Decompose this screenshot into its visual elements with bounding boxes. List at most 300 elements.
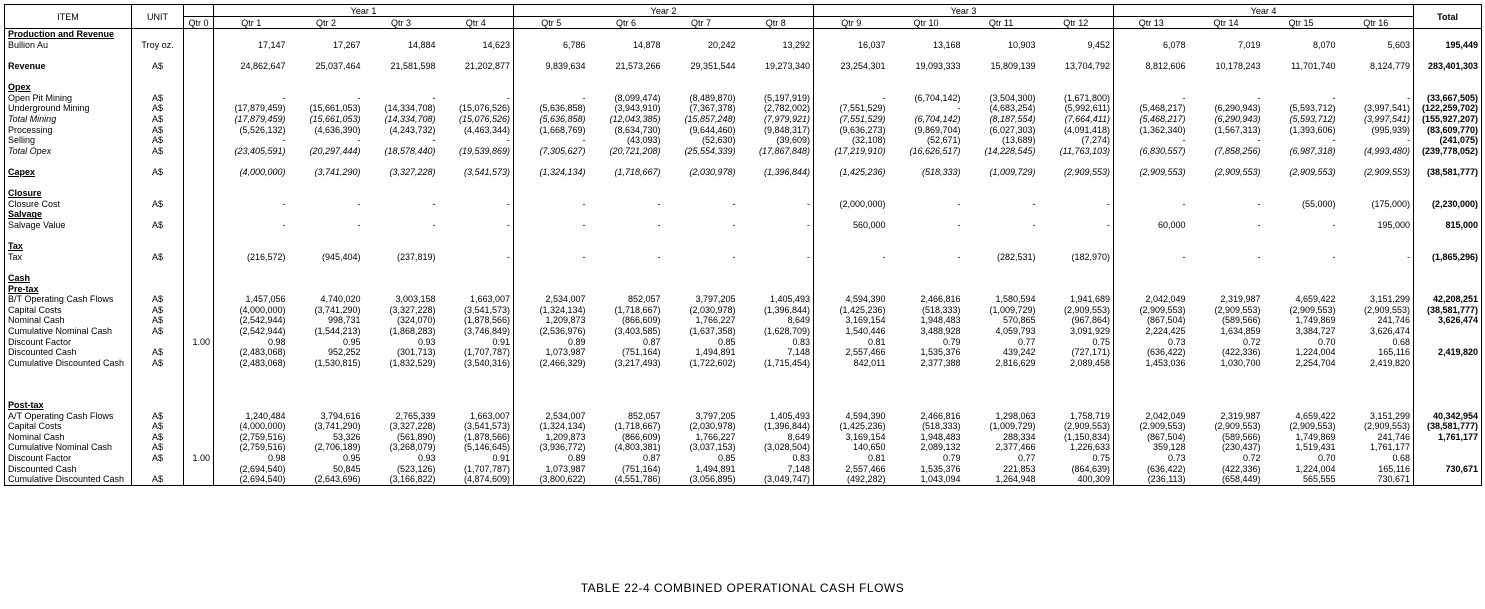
table-row: [5, 368, 1482, 379]
value-cell: -: [357, 92, 361, 103]
value-cell: [1339, 389, 1414, 400]
value-cell: 0.85: [717, 453, 736, 464]
value-cell: [1039, 230, 1114, 241]
value-cell: [439, 71, 514, 82]
value-cell: 2,042,049: [1145, 294, 1186, 305]
qtr0-cell: [184, 389, 214, 400]
value-cell: [1189, 379, 1264, 390]
value-cell: [1264, 389, 1339, 400]
value-cell: [589, 29, 664, 40]
value-cell: [364, 50, 439, 61]
value-cell: (7,305,627): [539, 145, 586, 156]
value-cell: (3,746,849): [439, 326, 514, 337]
value-cell: (3,800,622): [514, 474, 589, 485]
value-cell: (1,324,134): [539, 304, 586, 315]
value-cell: 4,594,390: [845, 410, 886, 421]
row-label: Processing: [5, 124, 132, 135]
value-cell: -: [439, 135, 514, 146]
row-unit: [132, 400, 184, 411]
row-label: [5, 368, 132, 379]
value-cell: [439, 82, 514, 93]
item-header: ITEM: [5, 5, 132, 29]
value-cell: [889, 209, 964, 220]
value-cell: (2,909,553): [1039, 167, 1114, 178]
value-cell: 1,519,431: [1295, 442, 1336, 453]
value-cell: [889, 273, 964, 284]
value-cell: -: [957, 103, 961, 114]
value-cell: (3,541,573): [439, 304, 514, 315]
value-cell: [739, 262, 814, 273]
value-cell: (518,333): [922, 304, 961, 315]
table-row: [5, 251, 1482, 262]
value-cell: 0.98: [267, 453, 286, 464]
value-cell: (15,076,526): [439, 114, 514, 125]
qtr0-cell: [184, 251, 214, 262]
value-cell: [289, 82, 364, 93]
value-cell: (2,909,553): [1139, 167, 1186, 178]
value-cell: [589, 283, 664, 294]
value-cell: [1189, 273, 1264, 284]
value-cell: (4,551,786): [589, 474, 664, 485]
row-unit: A$: [132, 357, 184, 368]
qtr0-cell: [184, 421, 214, 432]
value-cell: [364, 241, 439, 252]
value-cell: [964, 283, 1039, 294]
value-cell: (3,166,822): [364, 474, 439, 485]
value-cell: 24,862,647: [240, 61, 286, 72]
value-cell: (1,868,283): [389, 325, 436, 336]
quarter-header: Qtr 14: [1189, 17, 1264, 29]
value-cell: [664, 156, 739, 167]
value-cell: (20,297,444): [309, 145, 361, 156]
value-cell: (3,997,541): [1339, 103, 1414, 114]
value-cell: 165,116: [1339, 463, 1414, 474]
row-label: Opex: [5, 82, 132, 93]
value-cell: (2,706,189): [314, 442, 361, 453]
total-cell: 730,671: [1414, 463, 1482, 474]
value-cell: [814, 156, 889, 167]
value-cell: (561,890): [396, 431, 436, 442]
value-cell: 3,151,299: [1339, 294, 1414, 305]
total-cell: 2,419,820: [1414, 347, 1482, 358]
quarter-header: Qtr 8: [739, 17, 814, 29]
value-cell: [1264, 379, 1339, 390]
value-cell: (3,540,316): [439, 357, 514, 368]
total-cell: [1414, 273, 1482, 284]
value-cell: [1114, 368, 1189, 379]
value-cell: -: [957, 251, 961, 262]
value-cell: [1339, 82, 1414, 93]
qtr0-cell: [184, 50, 214, 61]
value-cell: [214, 29, 289, 40]
total-cell: (83,609,770): [1414, 124, 1482, 135]
value-cell: (3,504,300): [989, 92, 1036, 103]
value-cell: [889, 156, 964, 167]
value-cell: (2,542,944): [239, 325, 286, 336]
value-cell: (6,704,142): [914, 92, 961, 103]
value-cell: (2,909,553): [1289, 304, 1336, 315]
row-unit: [132, 463, 184, 474]
value-cell: 0.89: [567, 336, 586, 347]
value-cell: 21,581,598: [390, 61, 436, 72]
value-cell: (995,939): [1339, 124, 1414, 135]
value-cell: [1039, 71, 1114, 82]
qtr0-cell: [184, 347, 214, 358]
value-cell: (1,671,800): [1039, 93, 1114, 104]
quarter-header: Qtr 5: [514, 17, 589, 29]
value-cell: 1,264,948: [964, 474, 1039, 485]
value-cell: (867,504): [1147, 315, 1186, 326]
value-cell: (15,857,248): [684, 114, 736, 125]
value-cell: -: [1039, 199, 1114, 210]
value-cell: (867,504): [1147, 431, 1186, 442]
value-cell: (727,171): [1039, 347, 1114, 358]
value-cell: 14,623: [439, 40, 514, 51]
value-cell: [1339, 177, 1414, 188]
value-cell: 565,555: [1264, 474, 1339, 485]
value-cell: [589, 262, 664, 273]
year-3-header: Year 3: [814, 5, 1114, 17]
value-cell: (2,030,978): [689, 304, 736, 315]
value-cell: [1114, 177, 1189, 188]
value-cell: -: [582, 198, 586, 209]
value-cell: [889, 283, 964, 294]
value-cell: [1039, 188, 1114, 199]
value-cell: 2,765,339: [395, 410, 436, 421]
value-cell: [289, 273, 364, 284]
value-cell: 14,878: [632, 39, 661, 50]
value-cell: 0.75: [1039, 453, 1114, 464]
value-cell: [439, 368, 514, 379]
value-cell: 730,671: [1339, 474, 1414, 485]
qtr0-year-spacer: [184, 5, 214, 17]
value-cell: 50,845: [332, 463, 361, 474]
value-cell: [964, 379, 1039, 390]
value-cell: 8,649: [739, 315, 814, 326]
value-cell: [889, 29, 964, 40]
value-cell: (2,909,553): [1289, 421, 1336, 432]
value-cell: [889, 368, 964, 379]
total-cell: [1414, 82, 1482, 93]
row-label: Capital Costs: [5, 304, 132, 315]
value-cell: 2,466,816: [920, 410, 961, 421]
value-cell: 11,701,740: [1291, 61, 1336, 72]
value-cell: 2,224,425: [1145, 325, 1186, 336]
value-cell: -: [439, 199, 514, 210]
value-cell: [964, 209, 1039, 220]
value-cell: (1,707,787): [439, 463, 514, 474]
value-cell: [589, 82, 664, 93]
value-cell: [889, 241, 964, 252]
value-cell: [664, 29, 739, 40]
row-label: Open Pit Mining: [5, 93, 132, 104]
row-unit: [132, 368, 184, 379]
quarter-header: Qtr 7: [664, 17, 739, 29]
value-cell: (7,551,529): [839, 114, 886, 125]
row-label: Cash: [5, 273, 132, 284]
quarter-header: Qtr 6: [589, 17, 664, 29]
qtr0-cell: [184, 199, 214, 210]
value-cell: (4,463,344): [439, 124, 514, 135]
value-cell: [514, 177, 589, 188]
value-cell: 1,761,177: [1339, 442, 1414, 453]
total-cell: [1414, 50, 1482, 61]
value-cell: 1,535,376: [920, 463, 961, 474]
value-cell: -: [582, 219, 586, 230]
value-cell: [439, 389, 514, 400]
value-cell: 1,224,004: [1295, 347, 1336, 358]
value-cell: -: [582, 135, 586, 146]
value-cell: [1039, 177, 1114, 188]
value-cell: (6,830,557): [1139, 145, 1186, 156]
value-cell: (2,782,002): [739, 103, 814, 114]
value-cell: [1264, 29, 1339, 40]
value-cell: (7,664,411): [1039, 114, 1114, 125]
value-cell: [1189, 283, 1264, 294]
qtr0-cell: [184, 474, 214, 485]
quarter-header: Qtr 1: [214, 17, 289, 29]
value-cell: (3,028,504): [739, 442, 814, 453]
total-cell: [1414, 379, 1482, 390]
row-label: Discounted Cash: [5, 347, 132, 358]
year-2-header: Year 2: [514, 5, 814, 17]
total-cell: 815,000: [1414, 220, 1482, 231]
cash-flow-table-container: [4, 4, 1481, 486]
quarter-header: Qtr 10: [889, 17, 964, 29]
qtr0-cell: [184, 230, 214, 241]
value-cell: [1264, 71, 1339, 82]
value-cell: 852,057: [627, 294, 661, 305]
value-cell: (492,282): [814, 474, 889, 485]
value-cell: [289, 230, 364, 241]
value-cell: (3,741,290): [314, 421, 361, 432]
value-cell: [514, 156, 589, 167]
value-cell: (1,425,236): [839, 167, 886, 178]
row-unit: A$: [132, 103, 184, 114]
value-cell: 3,797,205: [695, 410, 736, 421]
total-cell: (122,259,702): [1414, 103, 1482, 114]
table-row: [5, 379, 1482, 390]
value-cell: (324,070): [396, 315, 436, 326]
value-cell: [439, 273, 514, 284]
value-cell: 20,242: [707, 39, 736, 50]
value-cell: [814, 241, 889, 252]
value-cell: (9,869,704): [914, 124, 961, 135]
value-cell: 0.77: [1018, 453, 1036, 464]
value-cell: -: [1339, 135, 1414, 146]
value-cell: [1114, 400, 1189, 411]
value-cell: 2,319,987: [1220, 294, 1261, 305]
value-cell: -: [439, 220, 514, 231]
row-unit: [132, 336, 184, 347]
year-4-header: Year 4: [1114, 5, 1414, 17]
qtr0-cell: [184, 188, 214, 199]
value-cell: [1264, 283, 1339, 294]
value-cell: (15,076,526): [439, 103, 514, 114]
qtr0-cell: [184, 410, 214, 421]
table-row: [5, 389, 1482, 400]
value-cell: [964, 188, 1039, 199]
value-cell: (52,671): [927, 135, 961, 146]
table-row: [5, 103, 1482, 114]
value-cell: (2,542,944): [239, 315, 286, 326]
table-row: [5, 453, 1482, 464]
quarter-header: Qtr 3: [364, 17, 439, 29]
value-cell: (5,992,611): [1039, 103, 1114, 114]
value-cell: (2,759,516): [239, 442, 286, 453]
value-cell: [364, 368, 439, 379]
value-cell: 842,011: [853, 357, 886, 368]
value-cell: 16,037: [858, 39, 886, 50]
total-cell: (38,581,777): [1414, 421, 1482, 432]
row-unit: [132, 29, 184, 40]
value-cell: 195,000: [1339, 220, 1414, 231]
value-cell: [814, 82, 889, 93]
value-cell: [364, 230, 439, 241]
value-cell: 13,168: [933, 39, 961, 50]
value-cell: (3,268,079): [389, 442, 436, 453]
value-cell: [364, 209, 439, 220]
value-cell: [514, 273, 589, 284]
value-cell: (7,979,921): [739, 114, 814, 125]
value-cell: -: [432, 198, 436, 209]
total-cell: (2,230,000): [1414, 199, 1482, 210]
value-cell: (2,909,553): [1339, 167, 1414, 178]
value-cell: [214, 389, 289, 400]
value-cell: [1039, 29, 1114, 40]
row-unit: A$: [132, 135, 184, 146]
value-cell: (1,715,454): [739, 357, 814, 368]
value-cell: [289, 29, 364, 40]
value-cell: 3,091,929: [1039, 326, 1114, 337]
value-cell: 165,116: [1339, 347, 1414, 358]
value-cell: [439, 283, 514, 294]
value-cell: 6,078: [1163, 39, 1186, 50]
value-cell: -: [1257, 135, 1261, 146]
value-cell: [814, 379, 889, 390]
value-cell: (17,867,848): [739, 146, 814, 157]
value-cell: 0.79: [943, 453, 961, 464]
value-cell: [1039, 379, 1114, 390]
row-label: Revenue: [5, 61, 132, 72]
value-cell: [1114, 262, 1189, 273]
value-cell: (2,030,978): [689, 421, 736, 432]
value-cell: [514, 230, 589, 241]
row-label: Total Mining: [5, 114, 132, 125]
value-cell: [739, 379, 814, 390]
value-cell: -: [1339, 93, 1414, 104]
value-cell: -: [282, 198, 286, 209]
value-cell: [514, 283, 589, 294]
value-cell: [964, 262, 1039, 273]
value-cell: (5,468,217): [1139, 114, 1186, 125]
value-cell: [814, 29, 889, 40]
value-cell: [889, 400, 964, 411]
value-cell: (3,037,153): [689, 442, 736, 453]
value-cell: [814, 188, 889, 199]
row-label: Production and Revenue: [5, 29, 132, 40]
value-cell: [1189, 368, 1264, 379]
value-cell: -: [1257, 251, 1261, 262]
value-cell: [1264, 230, 1339, 241]
value-cell: [589, 50, 664, 61]
value-cell: [739, 273, 814, 284]
row-unit: A$: [132, 146, 184, 157]
qtr0-cell: [184, 400, 214, 411]
total-cell: (38,581,777): [1414, 304, 1482, 315]
value-cell: -: [439, 251, 514, 262]
value-cell: [1339, 71, 1414, 82]
table-row: [5, 463, 1482, 474]
total-cell: (38,581,777): [1414, 167, 1482, 178]
table-row: [5, 71, 1482, 82]
value-cell: (1,567,313): [1214, 124, 1261, 135]
total-cell: [1414, 188, 1482, 199]
value-cell: [1339, 50, 1414, 61]
value-cell: [814, 273, 889, 284]
value-cell: (8,099,474): [614, 92, 661, 103]
value-cell: 53,326: [332, 431, 361, 442]
row-label: Cumulative Discounted Cash: [5, 474, 132, 485]
value-cell: [289, 400, 364, 411]
quarter-header: Qtr 4: [439, 17, 514, 29]
value-cell: 1,758,719: [1039, 410, 1114, 421]
value-cell: 0.72: [1243, 453, 1261, 464]
value-cell: 2,089,458: [1039, 357, 1114, 368]
value-cell: (14,228,545): [984, 145, 1036, 156]
row-unit: [132, 177, 184, 188]
value-cell: [814, 368, 889, 379]
value-cell: 0.93: [417, 336, 436, 347]
value-cell: 2,042,049: [1145, 410, 1186, 421]
value-cell: (32,108): [852, 135, 886, 146]
value-cell: (8,187,554): [989, 114, 1036, 125]
qtr0-cell: [184, 220, 214, 231]
table-row: [5, 156, 1482, 167]
value-cell: [1189, 400, 1264, 411]
value-cell: [1189, 241, 1264, 252]
value-cell: 9,452: [1039, 40, 1114, 51]
value-cell: [589, 156, 664, 167]
value-cell: 221,853: [1002, 463, 1036, 474]
quarter-header: Qtr 15: [1264, 17, 1339, 29]
value-cell: [439, 230, 514, 241]
row-label: [5, 177, 132, 188]
value-cell: 1,240,484: [245, 410, 286, 421]
value-cell: 3,169,154: [845, 431, 886, 442]
row-unit: [132, 273, 184, 284]
value-cell: (1,396,844): [739, 421, 814, 432]
value-cell: (1,707,787): [439, 347, 514, 358]
row-label: Salvage: [5, 209, 132, 220]
value-cell: [1039, 368, 1114, 379]
row-unit: [132, 241, 184, 252]
value-cell: [364, 262, 439, 273]
total-cell: [1414, 326, 1482, 337]
table-row: [5, 114, 1482, 125]
value-cell: 2,377,388: [920, 357, 961, 368]
value-cell: [364, 29, 439, 40]
row-unit: A$: [132, 61, 184, 72]
value-cell: (4,000,000): [239, 304, 286, 315]
value-cell: [664, 283, 739, 294]
value-cell: [664, 82, 739, 93]
qtr0-cell: [184, 463, 214, 474]
value-cell: [814, 400, 889, 411]
value-cell: 1,209,873: [545, 431, 586, 442]
value-cell: (6,027,303): [989, 124, 1036, 135]
qtr0-cell: [184, 146, 214, 157]
